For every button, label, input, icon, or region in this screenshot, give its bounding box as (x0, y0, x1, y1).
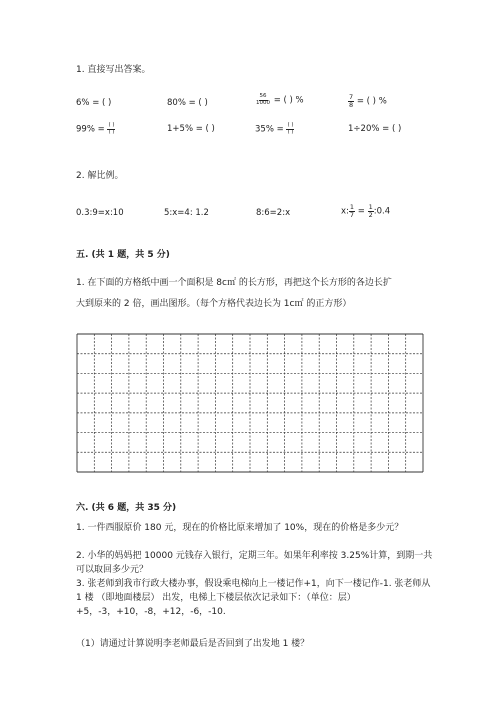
q1-item-2 (167, 98, 208, 108)
equals: = (355, 206, 368, 217)
q1-item-7 (255, 123, 294, 135)
q1-item-5 (76, 123, 115, 135)
equals: = (94, 124, 108, 135)
section-5-heading: 五. (共 1 题，共 5 分) (76, 250, 170, 260)
section-6-question-2: 2. 小华的妈妈把 10000 元钱存入银行，定期三年。如果年利率按 3.25%计算，到期一共可以取回多少元？ (76, 551, 433, 575)
numerator: 56 (259, 93, 267, 99)
numerator: 1 (349, 203, 355, 211)
denominator: 2 (368, 210, 373, 219)
q1-item-3-answer: = ( ) % (271, 95, 304, 106)
section-5-question-line-1: 1. 在下面的方格纸中画一个面积是 8c㎡ 的长方形，再把这个长方形的各边长扩 (76, 278, 392, 288)
q1-item-6-answer: = ( ) (193, 124, 215, 134)
denominator: 1000 (256, 99, 270, 106)
q1-item-1-answer: = ( ) (89, 98, 112, 108)
fraction (286, 123, 294, 135)
q2-item-1: 0.3:9=x:10 (76, 208, 124, 218)
q2-title: 2. 解比例。 (76, 171, 124, 181)
q1-item-7-expr: 35% (255, 124, 274, 135)
q1-item-6-expr: 1+5% (167, 124, 194, 134)
q2-item-4-suffix: :0.4 (373, 206, 391, 217)
denominator: 8 (349, 100, 354, 109)
equals: = (273, 124, 287, 135)
denominator: 7 (349, 210, 355, 219)
q1-item-8-expr: 1÷20% (348, 124, 380, 134)
q1-item-4 (348, 94, 387, 108)
fraction (255, 94, 271, 106)
section-5-question-line-2: 大到原来的 2 倍，画出图形。（每个方格代表边长为 1c㎡ 的正方形） (76, 299, 352, 309)
grid-paper[interactable] (76, 333, 424, 473)
numerator: ( ) (108, 122, 115, 128)
q1-item-1-expr: 6% (76, 98, 90, 108)
section-6-question-1: 1. 一件西服原价 180 元，现在的价格比原来增加了 10%，现在的价格是多少元？ (76, 523, 404, 533)
section-6-question-4-part-1: （1）请通过计算说明李老师最后是否回到了出发地 1 楼？ (76, 639, 310, 649)
q1-item-8 (348, 124, 401, 134)
q1-item-6 (167, 124, 215, 134)
denominator: ( ) (287, 128, 294, 135)
q1-item-2-expr: 80% (167, 98, 186, 108)
q1-title: 1. 直接写出答案。 (76, 65, 151, 75)
q1-item-8-answer: = ( ) (379, 124, 402, 134)
q2-item-3: 8:6=2:x (256, 208, 291, 218)
q1-item-4-answer: = ( ) % (354, 96, 387, 107)
section-6-question-3: 3. 张老师到我市行政大楼办事，假设乘电梯向上一楼记作+1，向下一楼记作-1. 张老师从 1 楼 （即地面楼层） 出发，电梯上下楼层依次记录如下：（单位：层）+5，-3，+10，-8，+12，-6，-10. (76, 579, 431, 617)
q2-item-2: 5:x=4: 1.2 (164, 208, 209, 218)
q1-item-5-expr: 99% (76, 124, 95, 135)
q2-item-4 (341, 204, 390, 218)
q1-item-1 (76, 98, 111, 108)
numerator: 7 (349, 93, 354, 101)
numerator: ( ) (287, 122, 294, 128)
fraction (107, 123, 115, 135)
q1-item-2-answer: = ( ) (185, 98, 208, 108)
numerator: 1 (368, 203, 373, 211)
section-6-heading: 六. (共 6 题，共 35 分) (76, 503, 177, 513)
q2-item-4-prefix: x: (341, 206, 349, 217)
denominator: ( ) (108, 128, 115, 135)
q1-item-3 (255, 94, 304, 106)
